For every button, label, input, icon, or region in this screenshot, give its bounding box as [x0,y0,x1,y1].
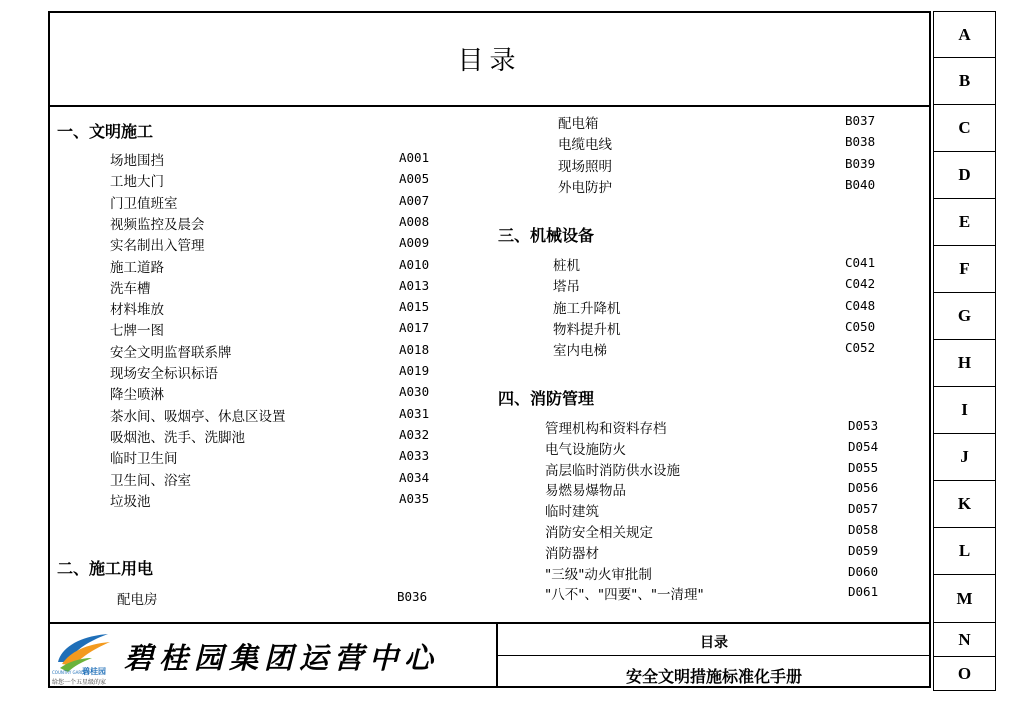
toc-item-code: A019 [399,363,430,378]
toc-item-name: 卫生间、浴室 [110,472,191,489]
section-heading-construction-power: 二、施工用电 [57,559,154,578]
toc-item-code: B036 [397,589,428,604]
side-tab-l[interactable]: L [933,527,996,575]
toc-item-name: 易燃易爆物品 [545,483,626,500]
toc-item-name: 吸烟池、洗手、洗脚池 [110,429,245,446]
toc-item-name: 临时卫生间 [110,451,178,468]
toc-item-code: D057 [848,501,879,517]
toc-item-code: A005 [399,171,430,187]
toc-item-name: 管理机构和资料存档 [545,421,667,437]
toc-item-code: D056 [848,480,879,496]
company-name: 碧桂园集团运营中心 [124,641,440,675]
toc-item-code: A010 [399,256,430,272]
toc-item-code: A013 [399,277,430,293]
company-logo [52,628,116,684]
toc-item-code: A008 [399,213,430,229]
sheet-title: 目录 [700,635,728,651]
toc-item-name: 场地围挡 [110,153,164,169]
toc-item-code: D061 [848,584,879,600]
toc-item-code: C041 [845,255,876,270]
toc-item-name: 材料堆放 [110,302,164,319]
toc-item-name: 七牌一图 [110,323,164,340]
toc-item-code: A033 [399,448,430,464]
page-title: 目录 [457,46,522,76]
toc-item-code: C048 [845,297,876,313]
toc-item-name: 现场安全标识标语 [110,366,218,382]
toc-item-name: 物料提升机 [553,321,621,338]
side-tab-b[interactable]: B [933,57,996,105]
toc-item-code: A035 [399,490,430,506]
toc-item-name: 茶水间、吸烟亭、休息区设置 [110,408,286,425]
toc-item-name: "八不"、"四要"、"一清理" [545,587,704,604]
side-tab-k[interactable]: K [933,480,996,528]
toc-item-code: C050 [845,318,876,334]
side-tab-o[interactable]: O [933,656,996,691]
logo-brand-text: 碧桂园 [82,667,106,676]
toc-item-code: A001 [399,150,430,165]
side-tab-n[interactable]: N [933,622,996,657]
toc-item-name: 配电房 [117,592,158,608]
toc-item-code: D055 [848,459,879,475]
toc-item-name: 施工升降机 [553,300,621,317]
toc-item-name: 电气设施防火 [545,441,626,458]
toc-item-name: 消防安全相关规定 [545,525,653,541]
toc-item-code: A018 [399,341,430,357]
side-tab-g[interactable]: G [933,292,996,340]
toc-item-name: 电缆电线 [558,137,612,154]
toc-item-name: "三级"动火审批制 [545,566,652,583]
toc-item-name: 临时建筑 [545,504,599,521]
toc-item-code: D053 [848,418,879,433]
toc-item-name: 高层临时消防供水设施 [545,462,680,479]
toc-item-name: 消防器材 [545,545,599,562]
toc-item-code: B038 [845,134,876,150]
toc-item-code: A031 [399,405,430,421]
side-tab-d[interactable]: D [933,151,996,199]
footer-divider [48,622,931,624]
toc-item-code: C052 [845,340,876,356]
side-tab-i[interactable]: I [933,386,996,434]
toc-item-name: 降尘喷淋 [110,387,164,404]
toc-item-code: A015 [399,299,430,315]
side-tab-c[interactable]: C [933,104,996,152]
title-block-row-divider [497,655,931,656]
toc-item-code: B040 [845,176,876,192]
toc-item-code: D060 [848,563,879,579]
toc-item-code: C042 [845,276,876,292]
toc-item-code: A034 [399,469,430,485]
toc-item-name: 室内电梯 [553,343,607,360]
toc-item-name: 施工道路 [110,259,164,276]
section-heading-civilized-construction: 一、文明施工 [57,122,154,141]
side-tab-e[interactable]: E [933,198,996,246]
section-heading-machinery: 三、机械设备 [498,226,595,245]
toc-item-code: A017 [399,320,430,336]
side-tab-m[interactable]: M [933,574,996,623]
toc-item-name: 安全文明监督联系牌 [110,344,232,361]
logo-slogan-text: 给您一个五星级的家 [52,679,107,686]
section-heading-fire-management: 四、消防管理 [498,389,595,408]
toc-item-name: 门卫值班室 [110,195,178,212]
toc-item-name: 洗车槽 [110,280,151,297]
toc-item-name: 配电箱 [558,116,599,132]
toc-item-name: 外电防护 [558,179,612,196]
side-tab-f[interactable]: F [933,245,996,293]
toc-item-name: 垃圾池 [110,493,151,510]
toc-item-name: 现场照明 [558,158,612,175]
toc-item-name: 桩机 [553,258,580,274]
side-tab-h[interactable]: H [933,339,996,387]
manual-title: 安全文明措施标准化手册 [625,667,802,686]
toc-item-code: D059 [848,542,879,558]
toc-item-code: A007 [399,192,430,208]
toc-item-name: 实名制出入管理 [110,238,205,255]
logo-english-text: COUNTRY GARDEN [52,670,90,675]
toc-item-code: A030 [399,384,430,400]
toc-item-code: A009 [399,235,430,251]
toc-item-code: D058 [848,522,879,537]
toc-item-code: B039 [845,155,876,171]
header-divider [48,105,931,107]
toc-item-name: 塔吊 [553,279,580,296]
side-tab-j[interactable]: J [933,433,996,481]
toc-item-name: 工地大门 [110,174,164,191]
toc-item-name: 视频监控及晨会 [110,216,205,233]
toc-item-code: D054 [848,438,879,454]
toc-item-code: A032 [399,426,430,442]
toc-item-code: B037 [845,113,876,128]
side-tab-a[interactable]: A [933,11,996,58]
